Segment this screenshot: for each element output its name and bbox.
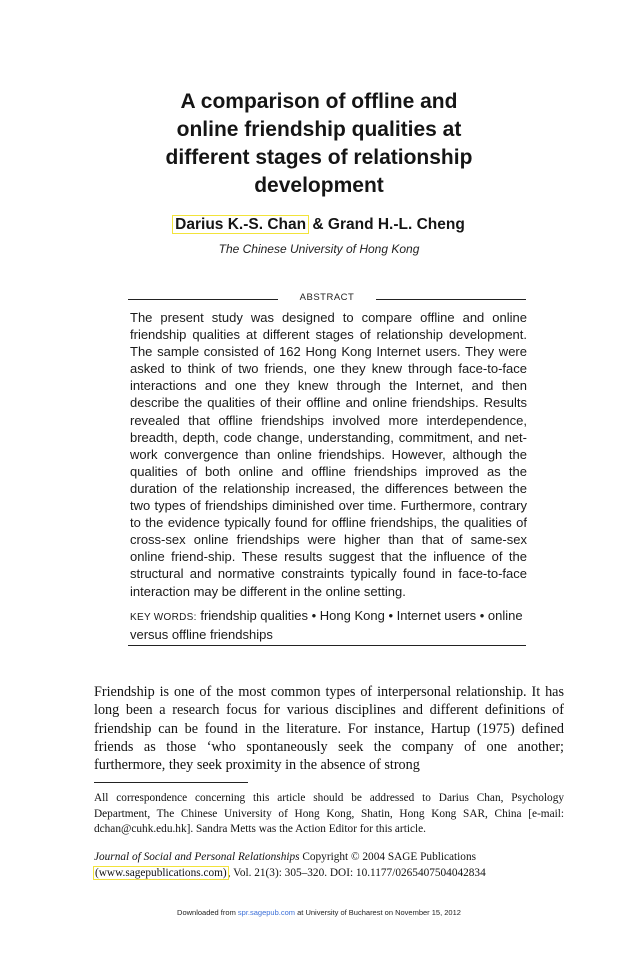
author-line <box>0 216 638 234</box>
journal-copyright: Copyright © 2004 SAGE Publications <box>299 851 477 863</box>
abstract-label: ABSTRACT <box>299 292 355 303</box>
download-suffix: at University of Bucharest on November 15, 2012 <box>295 908 461 917</box>
article-title <box>0 88 638 200</box>
journal-details: , Vol. 21(3): 305–320. DOI: 10.1177/0265407504042834 <box>227 866 486 879</box>
journal-citation <box>94 850 564 881</box>
abstract-rule-bottom <box>128 645 526 646</box>
body-paragraph: Friendship is one of the most common types of interpersonal relationship. It has long been a research focus for various disciplines and different definitions of friendship can be found in the literature. For instance, Hartup (1975) defined friends as those ‘who spontaneously seek the company of one another; furthermore, they seek proximity in the absence of strong <box>94 684 564 774</box>
title-line: development <box>254 174 384 197</box>
abstract-header <box>128 292 526 306</box>
affiliation: The Chinese University of Hong Kong <box>218 242 420 256</box>
keywords <box>130 607 527 643</box>
keywords-label: KEY WORDS: <box>130 612 197 623</box>
author-second: Grand H.-L. Cheng <box>327 216 465 233</box>
abstract-rule-right <box>376 299 526 300</box>
title-line: online friendship qualities at <box>176 118 462 141</box>
download-prefix: Downloaded from <box>177 908 238 917</box>
footnote-rule <box>94 782 248 783</box>
download-link[interactable]: spr.sagepub.com <box>237 908 296 917</box>
title-line: different stages of relationship <box>165 146 473 169</box>
abstract-text: The present study was designed to compare offline and online friendship qualities at different stages of relationship development. The sample consisted of 162 Hong Kong Internet users. They were asked to think of two friends, one they knew through face-to-face interactions and one they knew through the Internet, and then describe the qualities of their offline and online friendships. Results revealed that offline friendships involved more interdependence, breadth, depth, code change, understanding, commitment, and net-work convergence than online friendships. However, although the qualities of both online and offline friendships improved as the duration of the relationship increased, the differences between the two types of friendships diminished over time. Furthermore, contrary to the evidence typically found for offline friendships, the qualities of cross-sex online friendships were higher than that of same-sex online friend-ship. These results suggest that the influence of the structural and normative constraints typically found in face-to-face interaction may be different in the online setting. <box>130 310 527 599</box>
journal-name: Journal of Social and Personal Relationships <box>94 851 300 863</box>
author-first[interactable]: Darius K.-S. Chan <box>175 216 307 233</box>
author-separator: & <box>308 216 328 233</box>
keywords-text: friendship qualities • Hong Kong • Internet users • online versus offline friendships <box>130 608 523 643</box>
correspondence-footnote: All correspondence concerning this article should be addressed to Darius Chan, Psychology Department, The Chinese University of Hong Kong, Shatin, Hong Kong SAR, China [e-mail: dchan@cuhk.edu.hk]. Sandra Metts was the Action Editor for this article. <box>94 792 564 835</box>
title-line: A comparison of offline and <box>180 90 458 113</box>
publisher-url[interactable]: (www.sagepublications.com) <box>95 866 227 879</box>
download-note <box>0 908 638 917</box>
